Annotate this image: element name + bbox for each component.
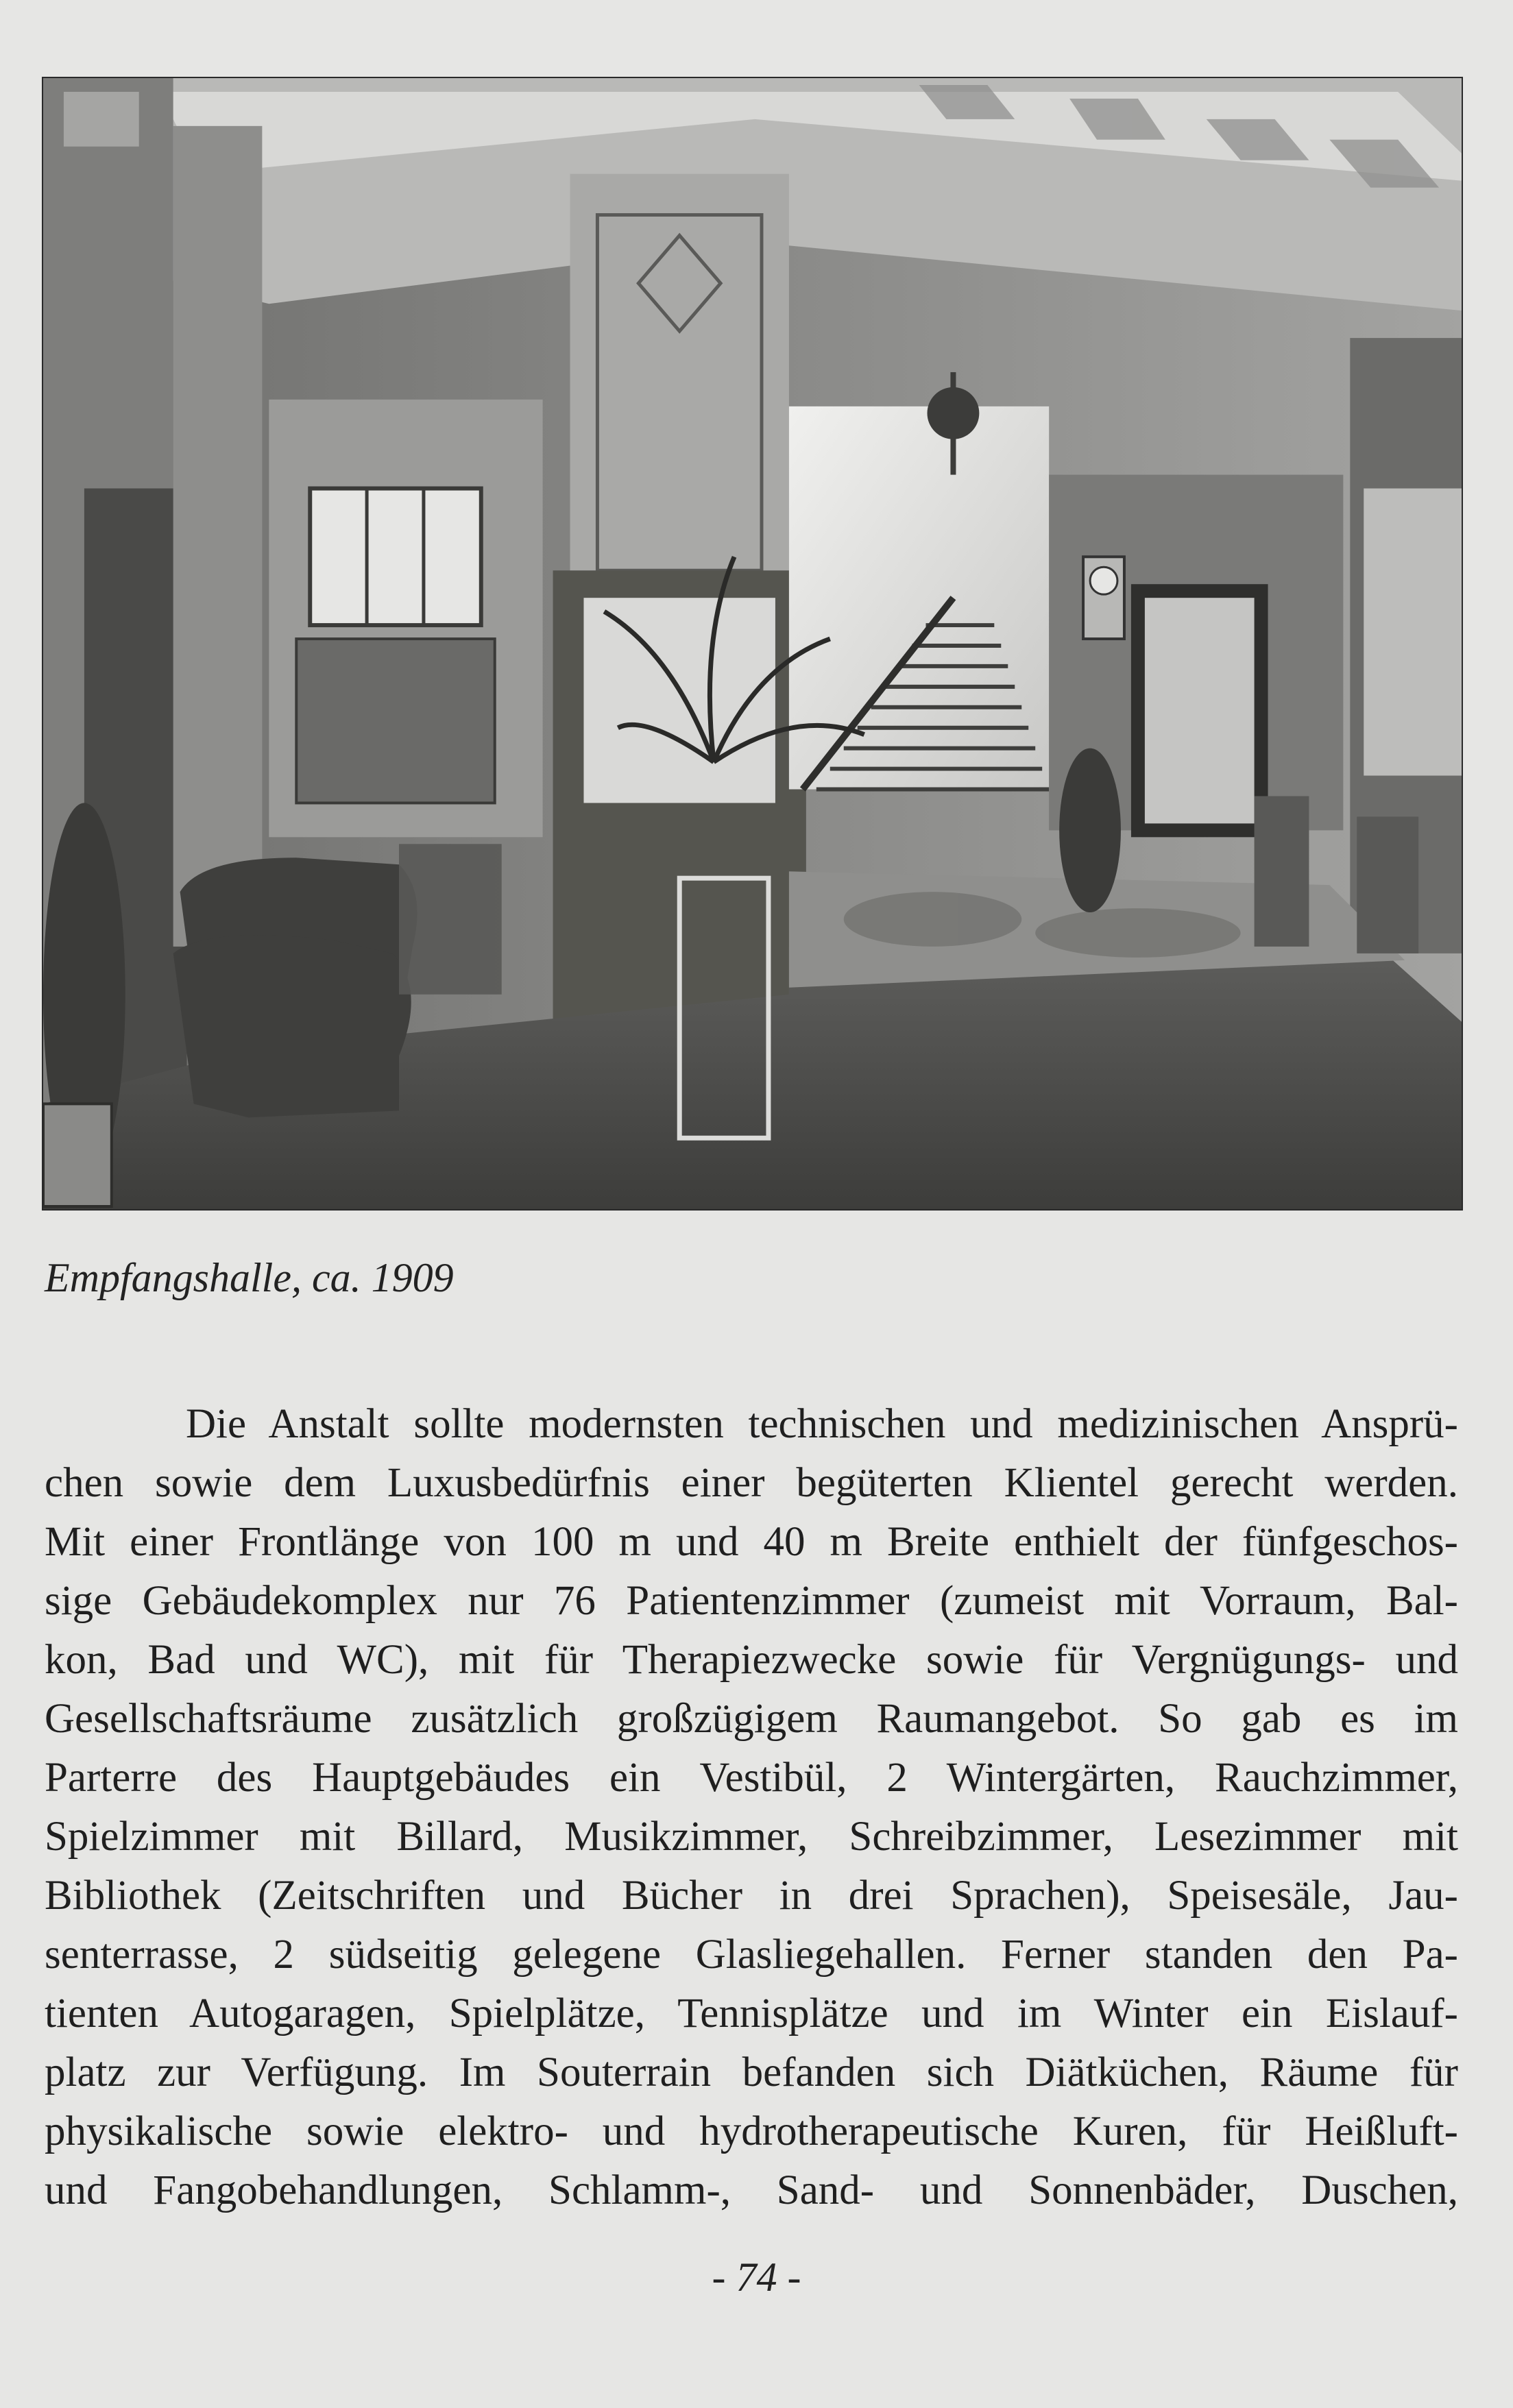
text-line: Bibliothek (Zeitschriften und Bücher in drei Sprachen), Speisesäle, Jau- — [45, 1873, 1458, 1919]
text-line: tienten Autogaragen, Spielplätze, Tennisplätze und im Winter ein Eislauf- — [45, 1991, 1458, 2036]
text-line: kon, Bad und WC), mit für Therapiezwecke sowie für Vergnügungs- und — [45, 1637, 1458, 1683]
text-line: und Fangobehandlungen, Schlamm-, Sand- und Sonnenbäder, Duschen, — [45, 2167, 1458, 2213]
text-line: Parterre des Hauptgebäudes ein Vestibül, 2 Wintergärten, Rauchzimmer, — [45, 1755, 1458, 1801]
body-paragraph — [45, 1395, 1458, 2220]
text-line: Spielzimmer mit Billard, Musikzimmer, Schreibzimmer, Lesezimmer mit — [45, 1814, 1458, 1860]
text-line: chen sowie dem Luxusbedürfnis einer begüterten Klientel gerecht werden. — [45, 1460, 1458, 1506]
text-line: platz zur Verfügung. Im Souterrain befanden sich Diätküchen, Räume für — [45, 2050, 1458, 2095]
lobby-illustration — [43, 78, 1462, 1209]
text-line: Gesellschaftsräume zusätzlich großzügigem Raumangebot. So gab es im — [45, 1696, 1458, 1742]
page-number: - 74 - — [712, 2254, 801, 2300]
figure-caption: Empfangshalle, ca. 1909 — [45, 1255, 454, 1300]
text-line: sige Gebäudekomplex nur 76 Patientenzimmer (zumeist mit Vorraum, Bal- — [45, 1578, 1458, 1624]
text-line: senterrasse, 2 südseitig gelegene Glasliegehallen. Ferner standen den Pa- — [45, 1932, 1458, 1978]
text-line: physikalische sowie elektro- und hydrotherapeutische Kuren, für Heißluft- — [45, 2108, 1458, 2154]
text-line: Die Anstalt sollte modernsten technischen und medizinischen Ansprü- — [186, 1401, 1458, 1447]
text-line: Mit einer Frontlänge von 100 m und 40 m Breite enthielt der fünfgeschos- — [45, 1519, 1458, 1565]
lobby-photograph — [42, 77, 1463, 1211]
